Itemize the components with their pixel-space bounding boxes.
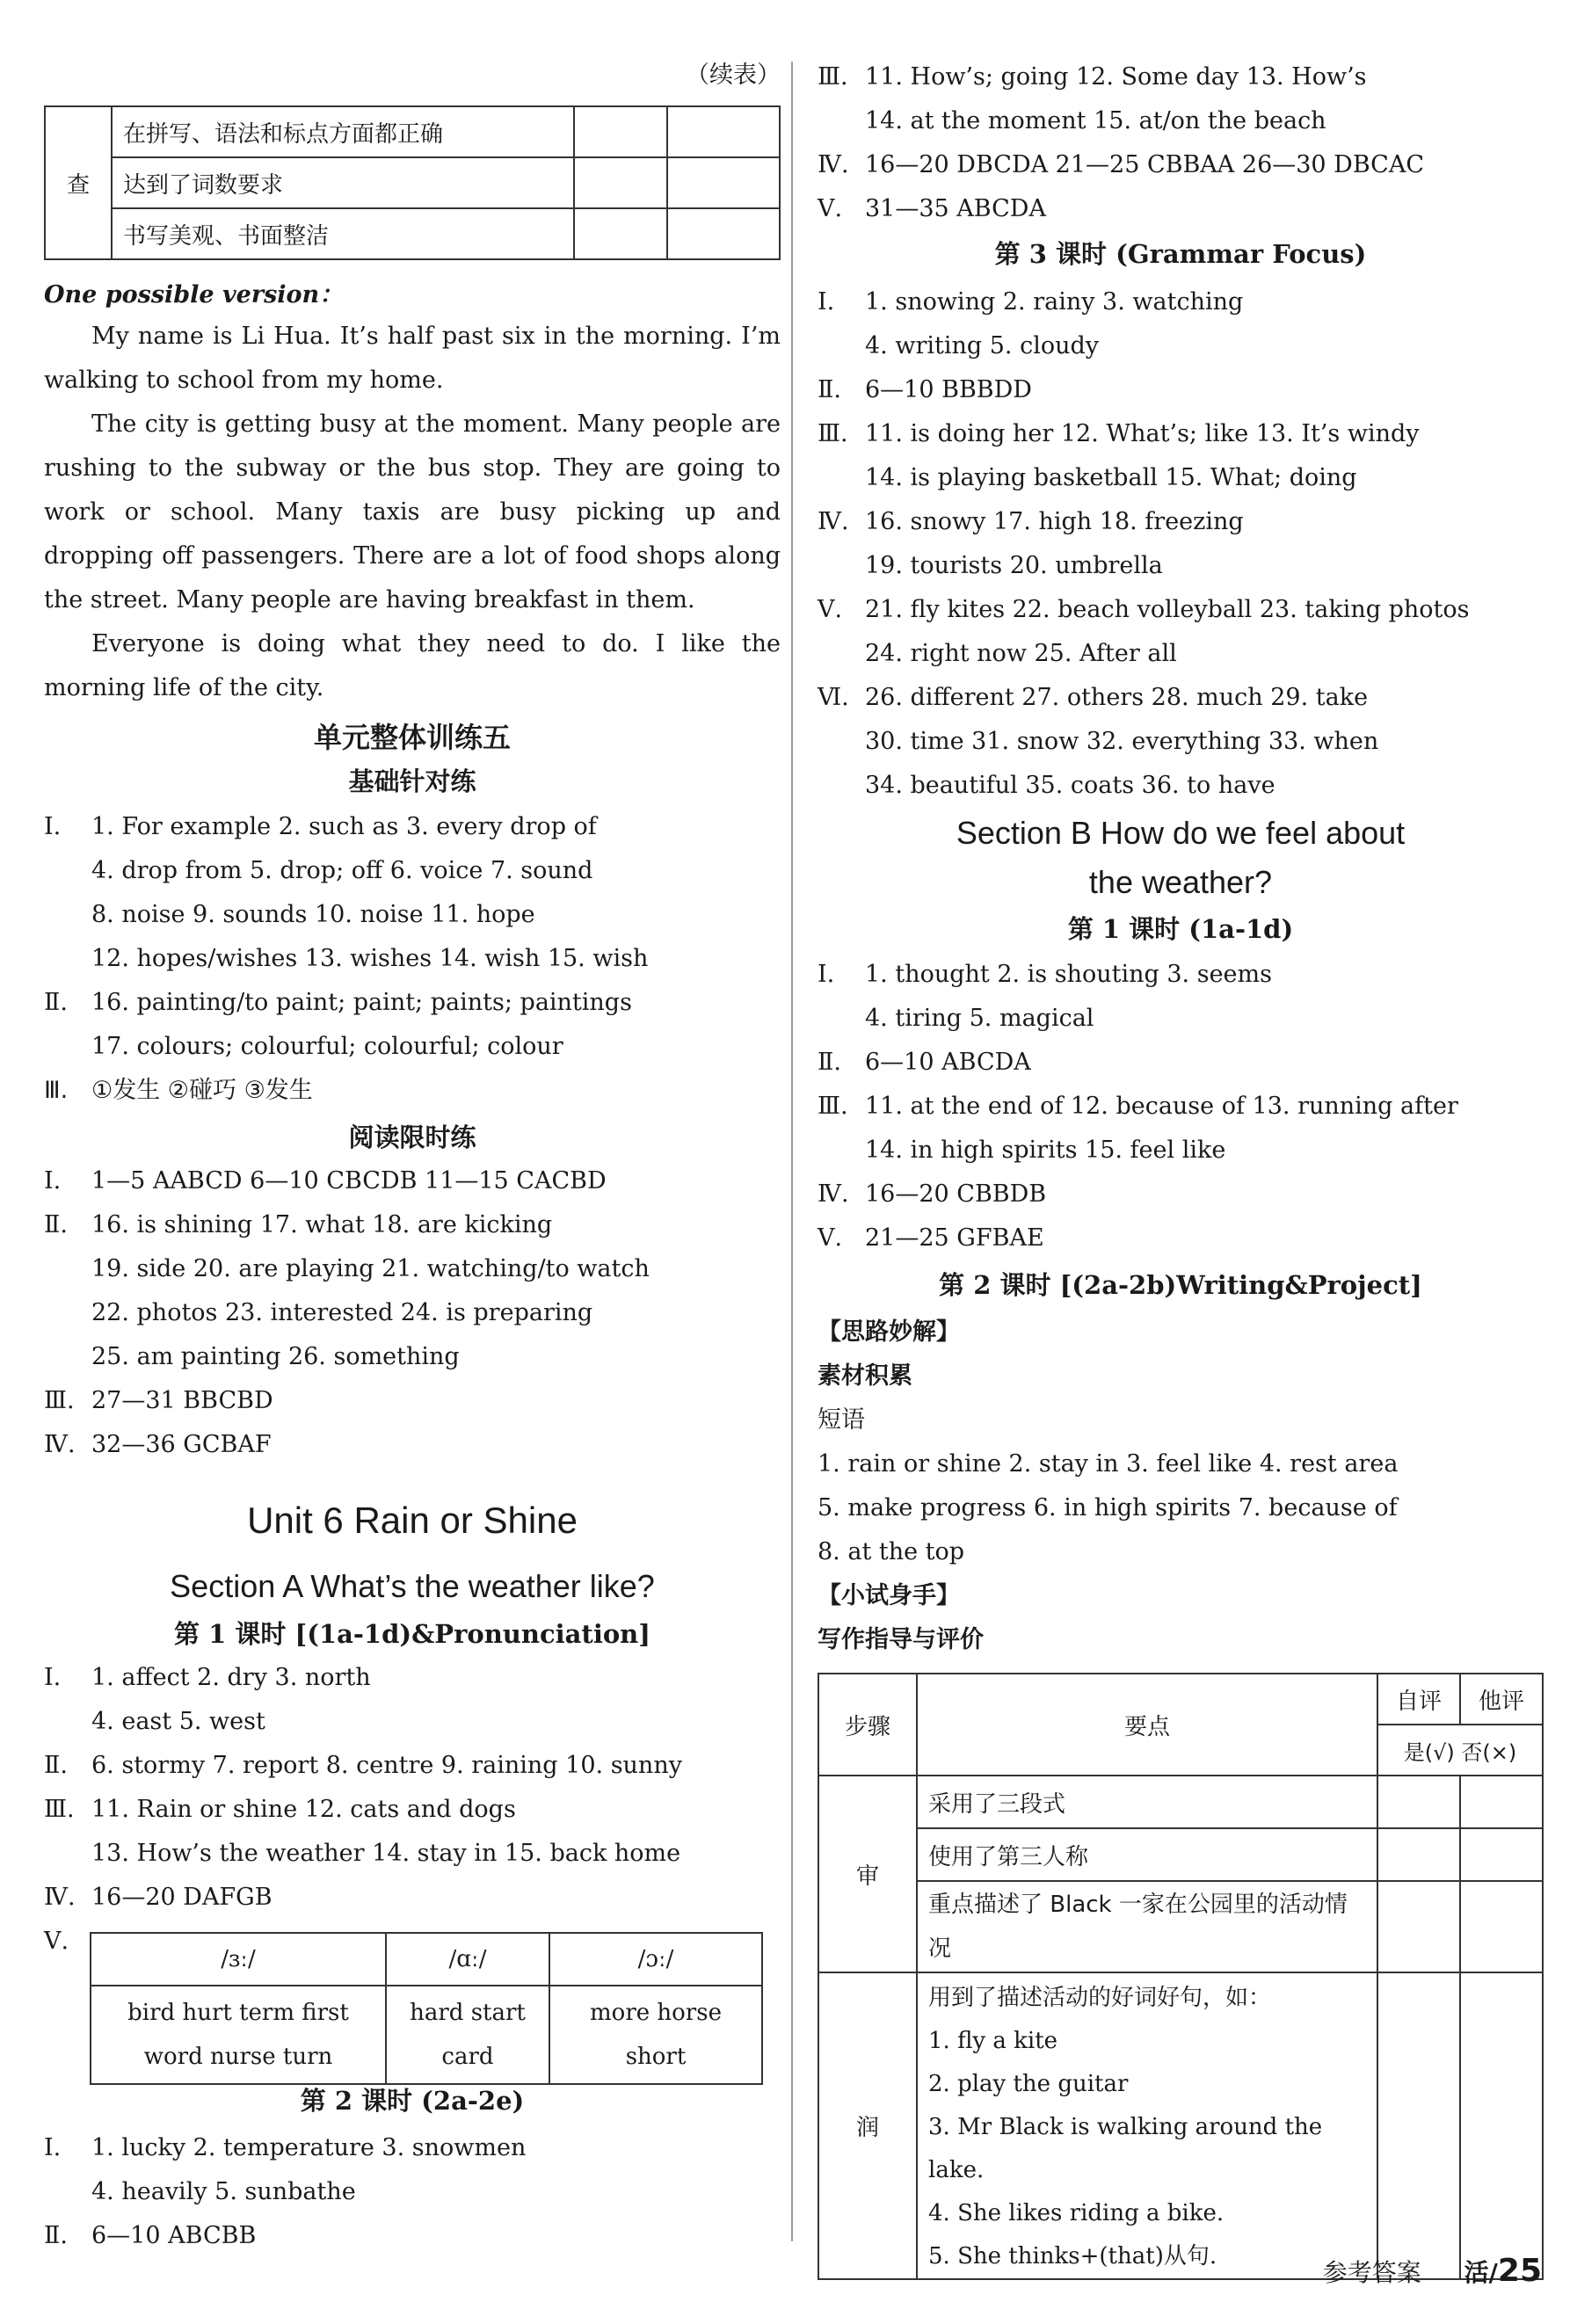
answer-line: Ⅴ. 21—25 GFBAE [818, 1224, 1044, 1252]
check-category: 查 [45, 106, 112, 259]
run-item: 4. She likes riding a bike. [928, 2200, 1225, 2226]
answer-line: Ⅳ. 16. snowy 17. high 18. freezing [818, 508, 1244, 535]
answer-line: 14. is playing basketball 15. What; doing [865, 464, 1357, 491]
answer-line: Ⅰ. 1. affect 2. dry 3. north [44, 1664, 371, 1691]
run-item: 2. play the guitar [928, 2071, 1129, 2097]
answer-line: 14. in high spirits 15. feel like [865, 1137, 1226, 1164]
answer-line: Ⅲ. ①发生 ②碰巧 ③发生 [44, 1077, 313, 1104]
col-self: 自评 [1377, 1674, 1460, 1725]
answer-line: Ⅳ. 32—36 GCBAF [44, 1431, 272, 1458]
shen-row: 采用了三段式 [917, 1776, 1377, 1828]
run-item: 1. fly a kite [928, 2028, 1058, 2054]
answer-line: 19. side 20. are playing 21. watching/to watch [91, 1255, 650, 1282]
col-point: 要点 [917, 1674, 1377, 1776]
answer-line: 4. drop from 5. drop; off 6. voice 7. sound [91, 857, 593, 884]
phonetic-header: /ɜː/ [91, 1933, 386, 1986]
b-lesson1-title: 第 1 课时 (1a-1d) [1067, 914, 1294, 944]
answer-line: Ⅱ. 16. painting/to paint; paint; paints; paintings [44, 989, 632, 1016]
answer-line: Ⅰ. 1—5 AABCD 6—10 CBCDB 11—15 CACBD [44, 1167, 607, 1195]
try-label: 【小试身手】 [818, 1582, 960, 1609]
continue-label: （续表） [686, 62, 781, 89]
answer-line: Ⅰ. 1. lucky 2. temperature 3. snowmen [44, 2134, 527, 2161]
answer-line: Ⅲ. 11. is doing her 12. What’s; like 13. It’s windy [818, 420, 1420, 447]
page-footer: 参考答案 活/25 [1322, 2253, 1542, 2289]
guide-label: 写作指导与评价 [818, 1626, 984, 1653]
answer-line: Ⅱ. 6—10 ABCDA [818, 1049, 1031, 1076]
run-item: 3. Mr Black is walking around the lake. [928, 2114, 1323, 2183]
b-lesson2-title: 第 2 课时 [(2a-2b)Writing&Project] [939, 1270, 1422, 1300]
shen-row: 使用了第三人称 [917, 1828, 1377, 1881]
essay-paragraph: My name is Li Hua. It’s half past six in the morning. I’m walking to school from my home. [44, 323, 781, 394]
answer-line: 12. hopes/wishes 13. wishes 14. wish 15. wish [91, 945, 649, 972]
check-row: 达到了词数要求 [112, 157, 574, 208]
footer-brand: 活 [1464, 2258, 1489, 2287]
phonetic-header: /ɔː/ [549, 1933, 762, 1986]
answer-line: 4. east 5. west [91, 1708, 265, 1735]
run-item: 5. She thinks+(that)从句. [928, 2243, 1217, 2270]
answer-line: Ⅰ. 1. For example 2. such as 3. every drop of [44, 813, 597, 840]
shen-row: 重点描述了 Black 一家在公园里的活动情况 [917, 1881, 1377, 1972]
answer-line: Ⅲ. 11. Rain or shine 12. cats and dogs [44, 1796, 516, 1823]
essay-paragraph: Everyone is doing what they need to do. I like the morning life of the city. [44, 630, 781, 701]
answer-line: 8. noise 9. sounds 10. noise 11. hope [91, 901, 535, 928]
phonetic-header: /ɑː/ [386, 1933, 549, 1986]
tips-label: 【思路妙解】 [818, 1318, 960, 1346]
sectionB-title: Section B How do we feel about [956, 815, 1406, 851]
lesson1-title: 第 1 课时 [(1a-1d)&Pronunciation] [174, 1619, 650, 1649]
answer-line: Ⅱ. 6—10 ABCBB [44, 2222, 257, 2249]
unit6-title: Unit 6 Rain or Shine [247, 1500, 578, 1541]
answer-line: Ⅰ. 1. thought 2. is shouting 3. seems [818, 961, 1272, 988]
answer-line: 4. writing 5. cloudy [865, 332, 1100, 359]
answer-line: Ⅳ. 16—20 CBBDB [818, 1180, 1047, 1208]
phrase-line: 5. make progress 6. in high spirits 7. because of [818, 1494, 1398, 1521]
lesson3-title: 第 3 课时 (Grammar Focus) [994, 239, 1367, 269]
answer-line: 22. photos 23. interested 24. is preparing [91, 1299, 593, 1326]
run-title: 用到了描述活动的好词好句，如： [928, 1985, 1272, 2011]
answer-line: Ⅱ. 16. is shining 17. what 18. are kicking [44, 1211, 553, 1238]
unit5-title: 单元整体训练五 [313, 721, 511, 754]
answer-line: 30. time 31. snow 32. everything 33. when [865, 728, 1379, 755]
answer-line: 19. tourists 20. umbrella [865, 552, 1163, 579]
evaluation-table [818, 1673, 1544, 2280]
answer-line: Ⅳ. 16—20 DAFGB [44, 1884, 273, 1911]
column-divider [791, 62, 793, 2241]
checklist-table [44, 105, 781, 260]
answer-line: 24. right now 25. After all [865, 640, 1177, 667]
sectionA-title: Section A What’s the weather like? [170, 1568, 655, 1604]
answer-line: Ⅲ. 27—31 BBCBD [44, 1387, 273, 1414]
answer-line: 34. beautiful 35. coats 36. to have [865, 772, 1275, 799]
phrase-line: 8. at the top [818, 1538, 965, 1565]
check-row: 在拼写、语法和标点方面都正确 [112, 106, 574, 157]
answer-line: Ⅰ. 1. snowing 2. rainy 3. watching [818, 288, 1244, 316]
phrase-line: 1. rain or shine 2. stay in 3. feel like 4. rest area [818, 1450, 1399, 1478]
basic-title: 基础针对练 [348, 766, 476, 796]
reading-title: 阅读限时练 [348, 1122, 476, 1152]
answer-line: Ⅵ. 26. different 27. others 28. much 29. take [818, 684, 1369, 711]
answer-line: Ⅲ. 11. at the end of 12. because of 13. running after [818, 1093, 1458, 1120]
answer-line: 4. tiring 5. magical [865, 1005, 1094, 1032]
answer-line: Ⅴ. [44, 1928, 69, 1955]
footer-label: 参考答案 [1322, 2258, 1421, 2287]
phrase-label: 短语 [818, 1406, 865, 1434]
answer-line: 14. at the moment 15. at/on the beach [865, 107, 1326, 134]
answer-line: Ⅲ. 11. How’s; going 12. Some day 13. How’s [818, 63, 1367, 91]
answer-line: Ⅴ. 21. fly kites 22. beach volleyball 23. taking photos [818, 596, 1470, 623]
material-label: 素材积累 [818, 1362, 912, 1390]
page-number: 25 [1497, 2253, 1542, 2289]
step-shen: 审 [818, 1776, 917, 1972]
answer-line: 13. How’s the weather 14. stay in 15. back home [91, 1840, 681, 1867]
check-row: 书写美观、书面整洁 [112, 208, 574, 259]
col-step: 步骤 [818, 1674, 917, 1776]
phonetics-table: /ɜː/ /ɑː/ /ɔː/ bird hurt term first word nurse turn hard start card more horse short [90, 1932, 763, 2085]
col-peer: 他评 [1460, 1674, 1543, 1725]
answer-line: Ⅱ. 6. stormy 7. report 8. centre 9. raining 10. sunny [44, 1752, 682, 1779]
version-label: One possible version： [44, 281, 344, 309]
answer-line: Ⅱ. 6—10 BBBDD [818, 376, 1032, 403]
essay-paragraph: The city is getting busy at the moment. Many people are rushing to the subway or the bus stop. They are going to work or school. Many taxis are busy picking up and dropping off passengers. There are a lot of food shops along the street. Many people are having breakfast in them. [44, 410, 781, 614]
answer-line: 25. am painting 26. something [91, 1343, 460, 1370]
answer-line: Ⅴ. 31—35 ABCDA [818, 195, 1046, 222]
answer-line: Ⅳ. 16—20 DBCDA 21—25 CBBAA 26—30 DBCAC [818, 151, 1424, 178]
col-yesno: 是(√) 否(×) [1377, 1725, 1543, 1776]
answer-line: 17. colours; colourful; colourful; colour [91, 1033, 563, 1060]
answer-line: 4. heavily 5. sunbathe [91, 2178, 356, 2205]
step-run: 润 [818, 1972, 917, 2279]
sectionB-title-line2: the weather? [1088, 864, 1273, 900]
lesson2-title: 第 2 课时 (2a-2e) [300, 2086, 525, 2116]
